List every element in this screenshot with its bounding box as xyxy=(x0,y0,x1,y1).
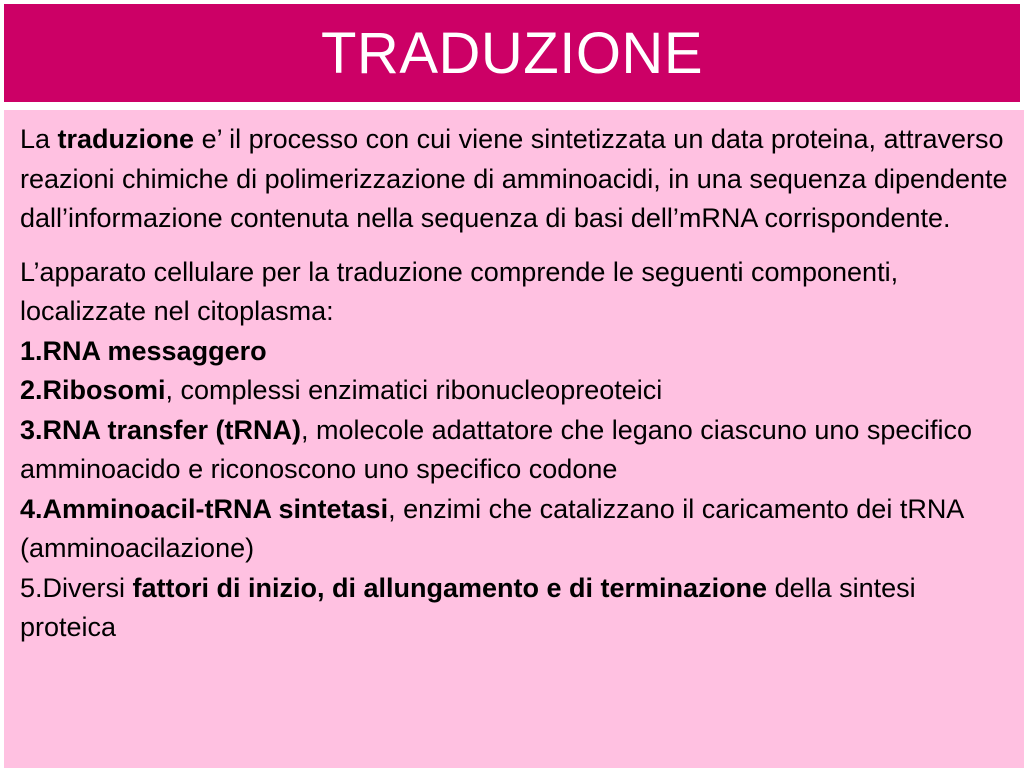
list-item xyxy=(20,490,1014,569)
list-item-desc: , complessi enzimatici ribonucleopreoteici xyxy=(165,375,663,405)
definition-term: traduzione xyxy=(57,124,195,154)
list-item-term: fattori di inizio, di allungamento e di terminazione xyxy=(132,572,768,603)
list-item xyxy=(20,569,1014,648)
slide-title: TRADUZIONE xyxy=(321,20,703,86)
definition-prefix: La xyxy=(20,124,58,154)
list-item-desc: della sintesi proteica xyxy=(20,572,916,642)
definition-paragraph xyxy=(20,120,1014,239)
list-item-term: 2.Ribosomi xyxy=(20,375,166,405)
content-box xyxy=(4,110,1024,768)
list-item xyxy=(20,332,1014,372)
list-item xyxy=(20,411,1014,490)
list-item-term: 1.RNA messaggero xyxy=(20,335,267,366)
apparatus-intro: L’apparato cellulare per la traduzione comprende le seguenti componenti, localizzate nel citoplasma: xyxy=(20,256,899,326)
list-item xyxy=(20,371,1014,411)
list-item-desc: , molecole adattatore che legano ciascuno uno specifico amminoacido e riconoscono uno specifico codone xyxy=(20,414,972,484)
definition-text: e’ il processo con cui viene sintetizzata un data proteina, attraverso reazioni chimiche di polimerizzazione di amminoacidi, in una sequenza dipendente dall’informazione contenuta nella sequenza di basi dell’mRNA corrispondente. xyxy=(20,124,1008,233)
title-bar xyxy=(4,4,1020,102)
list-item-term: 4.Amminoacil-tRNA sintetasi xyxy=(20,493,389,524)
list-item-desc: , enzimi che catalizzano il caricamento dei tRNA (amminoacilazione) xyxy=(20,493,963,563)
list-item-term: 3.RNA transfer (tRNA) xyxy=(20,414,302,445)
list-item-prefix: 5.Diversi xyxy=(20,572,133,603)
